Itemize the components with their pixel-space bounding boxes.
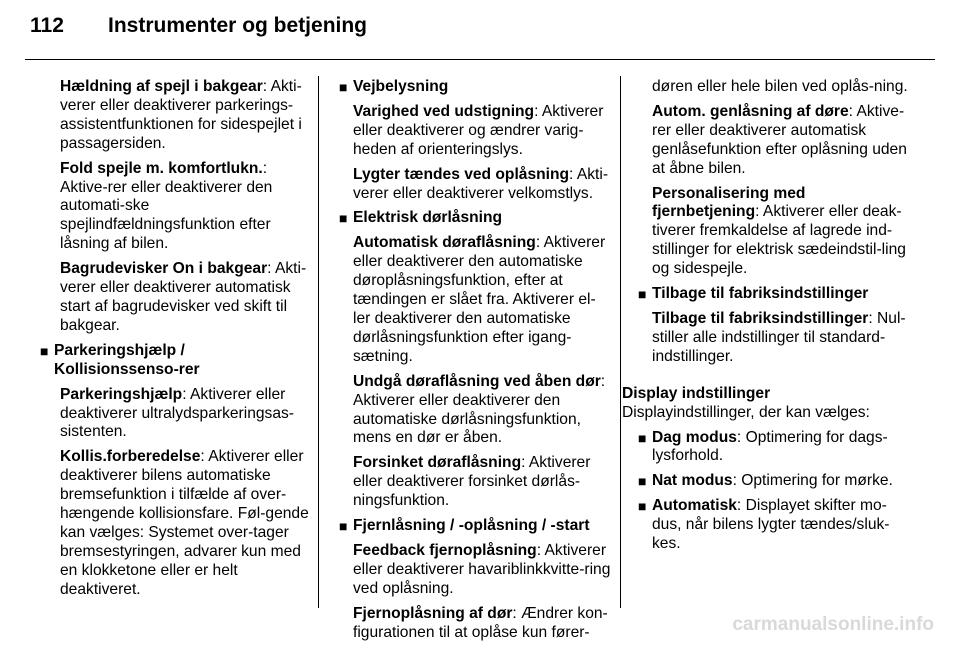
- bullet-square-icon: ■: [339, 79, 348, 95]
- bullet-electric-locking: [339, 209, 611, 228]
- entry-term: Fjernoplåsning af dør: [353, 604, 513, 622]
- entry-lights-on-unlock: [353, 166, 611, 204]
- entry-remote-feedback: [353, 542, 611, 599]
- entry-text: : Aktiverer eller deaktiverer ultralydsparkeringsas-sistenten.: [60, 385, 295, 441]
- bullet-label: Vejbelysning: [353, 78, 449, 95]
- bullet-square-icon: ■: [339, 518, 348, 535]
- entry-text: : Ændrer kon-figurationen til at oplåse kun fører-: [353, 604, 608, 641]
- bullet-label: Tilbage til fabriksindstillinger: [652, 285, 869, 303]
- option-text: : Optimering for mørke.: [732, 472, 893, 490]
- entry-auto-relock: [652, 103, 912, 179]
- entry-text: : Aktiverer eller deaktiverer og ændrer varig-heden af orienteringslys.: [353, 102, 604, 158]
- page-number: 112: [30, 14, 64, 37]
- bullet-parking-collision: [40, 342, 312, 380]
- bullet-square-icon: ■: [339, 210, 348, 227]
- entry-term: Lygter tændes ved oplåsning: [353, 165, 570, 183]
- bullet-label: Elektrisk dørlåsning: [353, 209, 503, 227]
- page-header: [30, 14, 367, 38]
- bullet-label: Fjernlåsning / -oplåsning / -start: [353, 517, 590, 535]
- entry-remote-personalization: [652, 185, 912, 280]
- entry-term: Bagrudevisker On i bakgear: [60, 260, 268, 278]
- column-1: [40, 78, 312, 606]
- bullet-remote-locking: [339, 517, 611, 536]
- entry-text: : Nul-stiller alle indstillinger til standard-indstillinger.: [652, 309, 906, 365]
- entry-term: Personalisering med fjernbetjening: [652, 184, 806, 221]
- entry-term: Hældning af spejl i bakgear: [60, 78, 263, 95]
- entry-remote-door-unlock: [353, 605, 611, 643]
- entry-mirror-tilt: [60, 78, 312, 154]
- bullet-label: Parkeringshjælp / Kollisionssenso-rer: [54, 341, 200, 378]
- section-title-display: Display indstillinger: [622, 384, 771, 402]
- entry-fold-mirrors: [60, 160, 312, 255]
- entry-continued: [652, 78, 912, 97]
- option-term: Nat modus: [652, 472, 733, 490]
- entry-text: : Aktiverer eller deak-tiverer fremkaldelse af lagrede ind-stillinger for elektrisk sædeindstil-ling og sidespejle.: [652, 203, 906, 278]
- bullet-road-lighting: [339, 78, 611, 97]
- entry-prevent-lock-open-door: [353, 373, 611, 449]
- option-text: : Optimering for dags-lysforhold.: [652, 428, 888, 465]
- entry-text: : Aktiverer eller deaktiverer havariblinkkvitte-ring ved oplåsning.: [353, 541, 611, 597]
- entry-rear-wiper: [60, 260, 312, 336]
- entry-term: Automatisk døraflåsning: [353, 234, 536, 252]
- bullet-square-icon: ■: [638, 498, 647, 515]
- page-title: Instrumenter og betjening: [108, 14, 368, 37]
- option-day-mode: [638, 429, 912, 467]
- column-divider-2: [620, 76, 621, 608]
- entry-parking-assist: [60, 386, 312, 443]
- bullet-factory-reset: [638, 285, 912, 304]
- entry-term: Undgå døraflåsning ved åben dør: [353, 372, 601, 390]
- bullet-square-icon: ■: [40, 342, 49, 359]
- option-automatic: [638, 497, 912, 554]
- entry-collision-prep: [60, 448, 312, 599]
- option-term: Dag modus: [652, 428, 737, 446]
- entry-text: : Aktiverer eller deaktiverer forsinket dørlås-ningsfunktion.: [353, 454, 591, 510]
- entry-text: døren eller hele bilen ved oplås-ning.: [652, 78, 908, 95]
- entry-text: : Aktiverer eller deaktiverer den automatiske døroplåsningsfunktion, efter at tændingen er slået fra. Aktiverer el-ler deaktiverer den automatiske dørlåsningsfunktion efter igang-sætning.: [353, 234, 606, 365]
- bullet-square-icon: ■: [638, 286, 647, 303]
- entry-term: Forsinket døraflåsning: [353, 454, 522, 472]
- option-term: Automatisk: [652, 497, 737, 515]
- entry-delayed-lock: [353, 454, 611, 511]
- option-night-mode: [638, 472, 912, 491]
- entry-text: : Aktive-rer eller deaktiverer den automati-ske spejlindfældningsfunktion efter låsning af bilen.: [60, 159, 273, 253]
- entry-text: : Akti-verer eller deaktiverer parkerings-assistentfunktionen for sidespejlet i passagersiden.: [60, 78, 302, 152]
- entry-auto-unlock: [353, 234, 611, 366]
- entry-text: : Akti-verer eller deaktiverer velkomstlys.: [353, 165, 609, 202]
- bullet-square-icon: ■: [638, 429, 647, 446]
- section-intro-display: Displayindstillinger, der kan vælges:: [622, 403, 870, 421]
- bullet-square-icon: ■: [638, 473, 647, 490]
- option-text: : Displayet skifter mo-dus, når bilens lygter tændes/sluk-kes.: [652, 497, 890, 553]
- column-2: [339, 78, 611, 648]
- entry-text: : Aktiverer eller deaktiverer bilens automatiske bremsefunktion i tilfælde af over-hængende kollisionsfare. Føl-gende kan vælges: Systemet over-tager bremsestyringen, advarer kun med en klokketone eller er helt deaktiveret.: [60, 448, 309, 598]
- entry-term: Kollis.forberedelse: [60, 448, 201, 466]
- entry-exit-duration: [353, 103, 611, 160]
- column-3: [622, 78, 912, 560]
- entry-term: Feedback fjernoplåsning: [353, 541, 537, 559]
- entry-term: Tilbage til fabriksindstillinger: [652, 309, 869, 327]
- entry-text: : Aktiverer eller deaktiverer den automatiske dørlåsningsfunktion, mens en dør er åben.: [353, 372, 606, 447]
- entry-text: : Akti-verer eller deaktiverer automatisk start af bagrudevisker ved skift til bakgear.: [60, 260, 307, 334]
- entry-text: : Aktive-rer eller deaktiverer automatisk genlåsefunktion efter oplåsning uden at åbne bilen.: [652, 102, 907, 177]
- entry-term: Autom. genlåsning af døre: [652, 102, 849, 120]
- entry-term: Varighed ved udstigning: [353, 102, 535, 120]
- watermark: carmanualsonline.info: [732, 614, 934, 635]
- column-divider-1: [318, 76, 319, 608]
- entry-term: Fold spejle m. komfortlukn.: [60, 159, 263, 177]
- header-rule: [25, 59, 935, 60]
- entry-factory-reset: [652, 310, 912, 367]
- entry-term: Parkeringshjælp: [60, 385, 183, 403]
